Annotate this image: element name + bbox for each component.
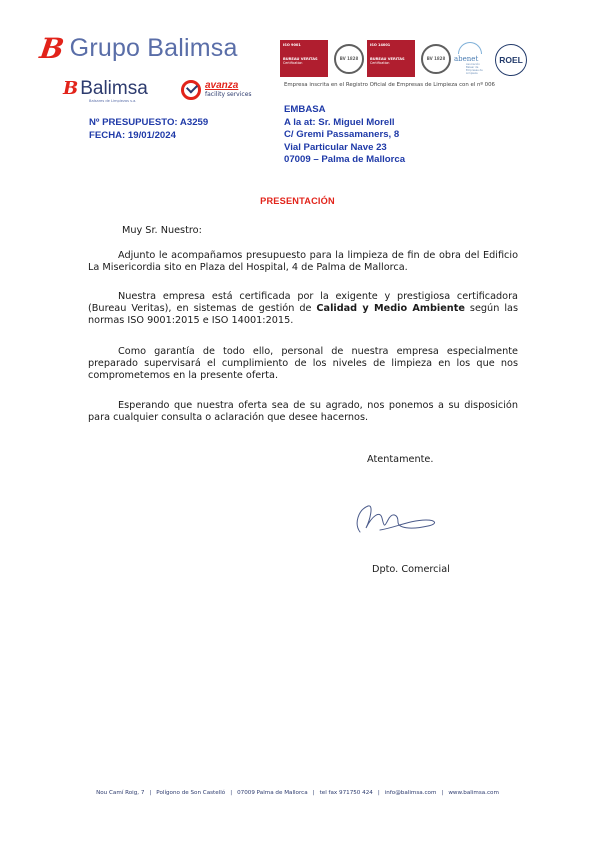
balimsa-logo (63, 78, 148, 103)
abenet-subtitle: Asociación Balear de Empresas de Limpieza (466, 63, 483, 75)
letter-greeting: Muy Sr. Nuestro: (122, 225, 202, 236)
recipient-company: EMBASA (284, 104, 326, 115)
footer: Nou Camí Roig, 7 | Polígono de Son Castelló | 07009 Palma de Mallorca | tel fax 971750 424 | info@balimsa.com | www.balimsa.com (96, 790, 499, 796)
budget-number: Nº PRESUPUESTO: A3259 (89, 117, 209, 128)
avanza-name: avanza (205, 80, 239, 91)
avanza-check-icon (181, 80, 201, 100)
grupo-balimsa-logo (37, 31, 238, 65)
abenet-logo (454, 42, 486, 75)
footer-city: 07009 Palma de Mallorca (237, 790, 308, 796)
closing: Atentamente. (367, 454, 434, 465)
signature-department: Dpto. Comercial (372, 564, 450, 575)
recipient-city: 07009 – Palma de Mallorca (284, 154, 406, 165)
iso-9001-certification-badge: ISO 9001 BUREAU VERITAS Certification BV 1828 (280, 40, 370, 77)
footer-phone: tel fax 971750 424 (319, 790, 373, 796)
registro-notice: Empresa inscrita en el Registro Oficial de Empresas de Limpieza con el nº 006 (284, 82, 495, 88)
avanza-logo (181, 80, 252, 100)
balimsa-small-b-icon: B (63, 78, 79, 99)
signature (340, 498, 440, 538)
abenet-name: abenet (454, 55, 479, 63)
budget-info (89, 117, 208, 142)
roel-logo: ROEL (495, 44, 527, 76)
section-title: PRESENTACIÓN (260, 196, 335, 206)
paragraph-2: Nuestra empresa está certificada por la exigente y prestigiosa certificadora (Bureau Veritas), en sistemas de gestión de Calidad y Medio Ambiente según las normas ISO 9001:2015 e ISO 14001:2015. (88, 291, 518, 326)
paragraph-3: Como garantía de todo ello, personal de nuestra empresa especialmente preparado supervisará el cumplimiento de los niveles de limpieza en los que nos comprometemos en la presente oferta. (88, 346, 518, 381)
iso-14001-certification-badge: ISO 14001 BUREAU VERITAS Certification BV 1828 (367, 40, 457, 77)
logo-sub-tagline: Balsares de Limpiezas s.a. (89, 99, 137, 103)
footer-area: Polígono de Son Castelló (156, 790, 226, 796)
recipient-street: C/ Gremi Passamaners, 8 (284, 129, 400, 140)
logo-main-name: Grupo Balimsa (69, 34, 238, 62)
logo-sub-name: Balimsa (80, 78, 148, 99)
recipient-building: Vial Particular Nave 23 (284, 141, 387, 153)
recipient-address (284, 104, 405, 167)
paragraph-4: Esperando que nuestra oferta sea de su agrado, nos ponemos a su disposición para cualquier consulta o aclaración que desee hacernos. (88, 400, 518, 423)
recipient-attention: A la at: Sr. Miguel Morell (284, 116, 395, 128)
footer-email-link[interactable]: info@balimsa.com (384, 790, 437, 796)
balimsa-b-icon: B (37, 31, 67, 65)
budget-date: FECHA: 19/01/2024 (89, 129, 176, 141)
bureau-veritas-seal-icon: BV 1828 (415, 40, 457, 77)
bureau-veritas-seal-icon: BV 1828 (328, 40, 370, 77)
paragraph-1: Adjunto le acompañamos presupuesto para la limpieza de fin de obra del Edificio La Misericordia sito en Plaza del Hospital, 4 de Palma de Mallorca. (88, 250, 518, 273)
footer-address: Nou Camí Roig, 7 (96, 790, 145, 796)
paragraph-2-highlight: Calidad y Medio Ambiente (316, 303, 465, 314)
abenet-arc-icon (458, 42, 482, 54)
footer-web-link[interactable]: www.balimsa.com (448, 790, 499, 796)
avanza-tagline: facility services (205, 91, 252, 98)
